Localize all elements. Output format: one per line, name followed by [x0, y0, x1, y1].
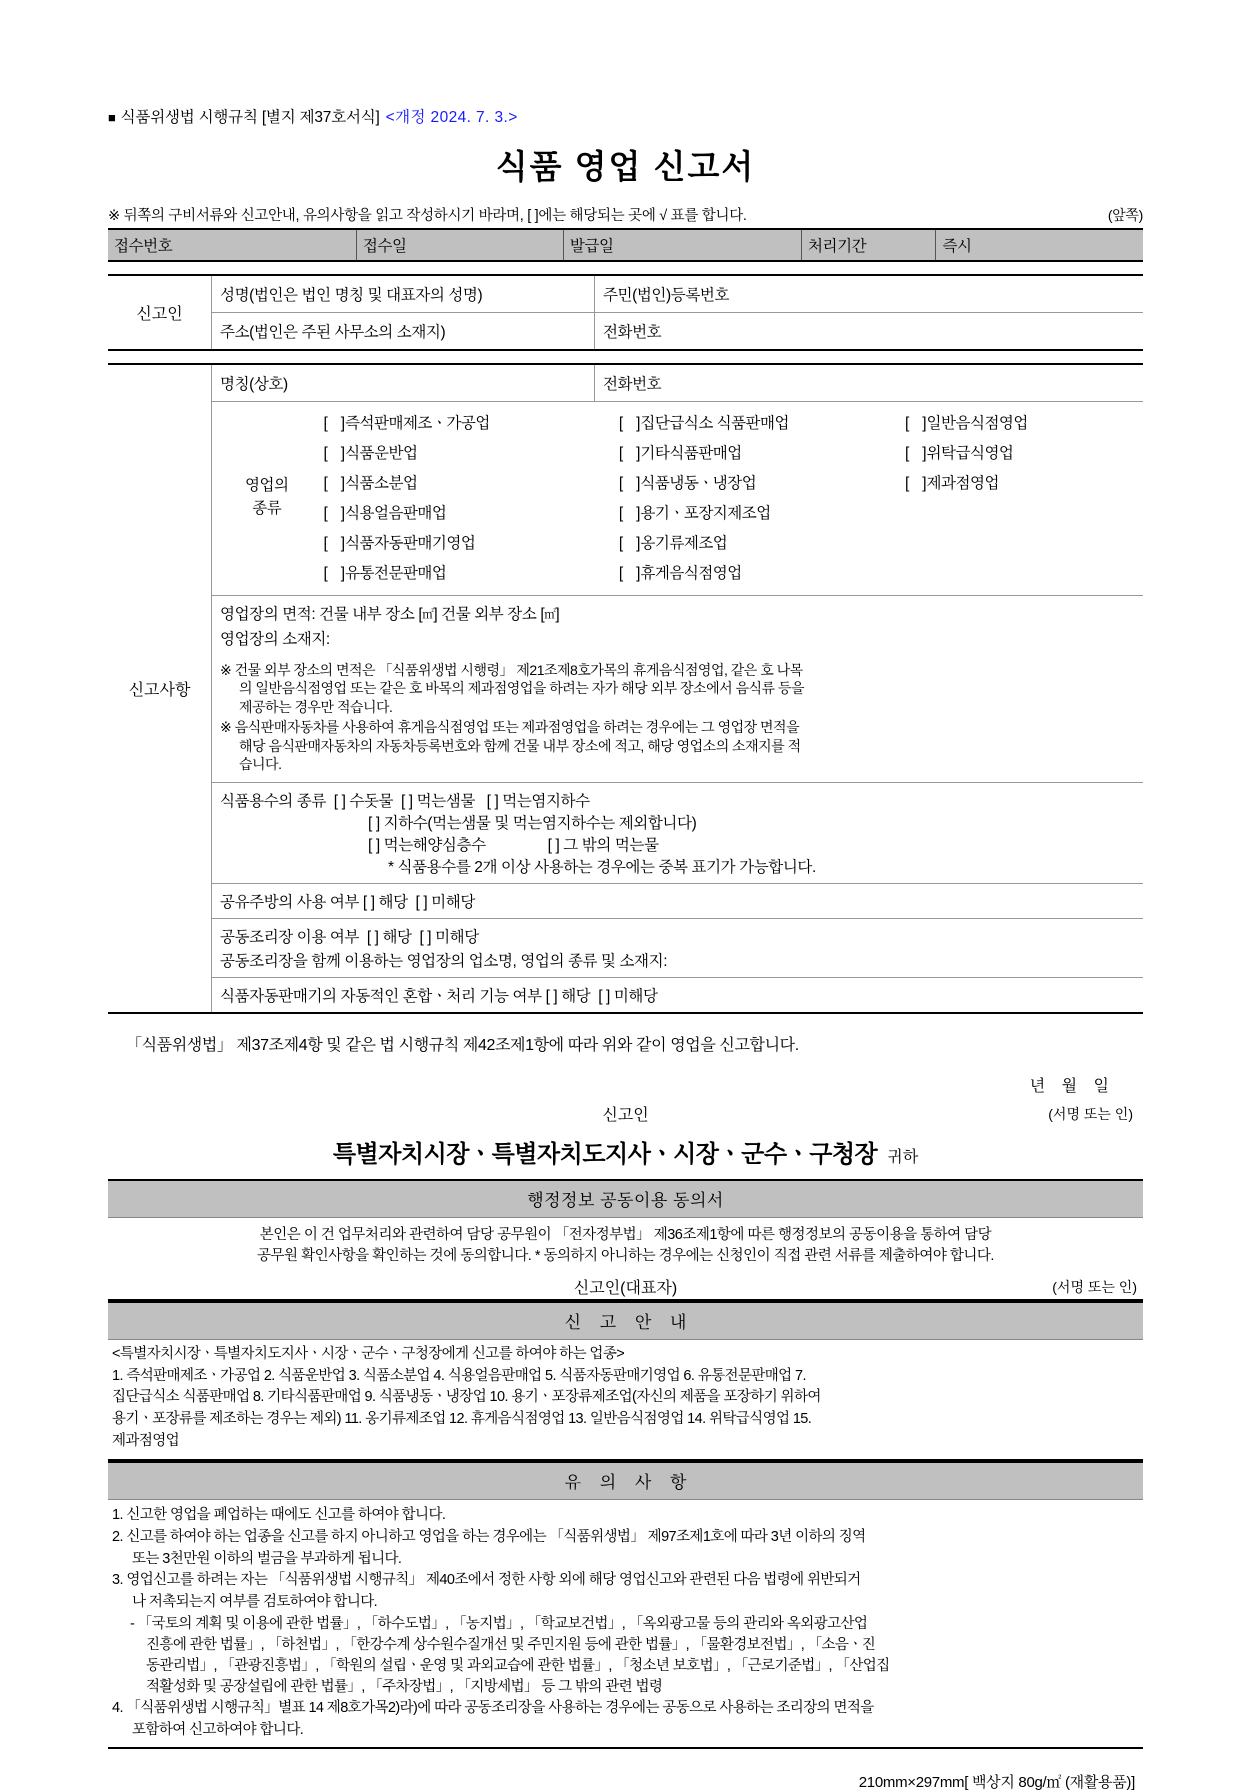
consent-body-line-2: 공무원 확인사항을 확인하는 것에 동의합니다. * 동의하지 아니하는 경우에는 신청인이 직접 관련 서류를 제출하여야 합니다.: [257, 1247, 994, 1264]
vending-cell: [212, 977, 1144, 1013]
shared-kitchen-checkbox-yes[interactable]: [ ] 해당: [362, 893, 408, 911]
note-line: 제공하는 경우만 적습니다.: [239, 698, 393, 715]
table-row: [216, 527, 1139, 557]
biz-type-checkbox[interactable]: [ ]식품운반업: [323, 445, 418, 462]
form-page: [108, 105, 1143, 1792]
water-row-2: [220, 811, 1135, 833]
guide-line: 1. 즉석판매제조ㆍ가공업 2. 식품운반업 3. 식품소분업 4. 식용얼음판매업 5. 식품자동판매기영업 6. 유통전문판매업 7.: [112, 1367, 806, 1384]
option-label: 해당: [382, 928, 412, 946]
biz-type-empty: [899, 497, 1139, 527]
table-row: [108, 918, 1143, 977]
water-checkbox[interactable]: [ ] 수돗물: [329, 792, 394, 810]
option-label: 해당: [378, 893, 408, 911]
biz-type-empty: [899, 557, 1139, 587]
note-line: ※ 음식판매자동차를 사용하여 휴게음식점영업 또는 제과점영업을 하려는 경우에는 그 영업장 면적을: [220, 719, 800, 736]
biz-type-empty: [899, 527, 1139, 557]
consent-sign-row: [108, 1275, 1143, 1299]
biz-type-label: 기타식품판매업: [640, 445, 742, 462]
notice-item: 4. 「식품위생법 시행규칙」별표 14 제8호가목2)라)에 따라 공동조리장을 사용하는 경우에는 공동으로 사용하는 조리장의 면적을: [112, 1699, 874, 1716]
notice-subitem-continuation: 적활성화 및 공장설립에 관한 법률」, 「주차장법」, 「지방세법」 등 그 밖의 관련 법령: [146, 1678, 663, 1695]
option-label: 미해당: [435, 928, 479, 946]
biz-type-checkbox[interactable]: [ ]식품냉동ㆍ냉장업: [618, 475, 757, 492]
declarant-section-label: 신고인: [108, 275, 212, 350]
table-row: [216, 407, 1139, 437]
notice-banner: 유 의 사 항: [108, 1461, 1143, 1500]
table-row: [108, 883, 1143, 918]
biz-type-label: 제과점영업: [926, 475, 999, 492]
business-type-grid: [216, 407, 1139, 587]
area-label-c: ]: [555, 606, 560, 623]
guide-line: 제과점영업: [112, 1432, 180, 1449]
consent-body: [108, 1218, 1143, 1273]
water-note: * 식품용수를 2개 이상 사용하는 경우에는 중복 표기가 가능합니다.: [388, 858, 816, 876]
area-notes-cell: [212, 651, 1144, 782]
water-label: 식품용수의 종류: [220, 792, 326, 810]
option-label: 미해당: [613, 987, 658, 1005]
biz-type-checkbox[interactable]: [ ]기타식품판매업: [618, 445, 742, 462]
declaration-statement: 「식품위생법」 제37조제4항 및 같은 법 시행규칙 제42조제1항에 따라 위와 같이 영업을 신고합니다.: [126, 1036, 799, 1054]
table-row: [108, 275, 1143, 313]
authority-line: [108, 1134, 1143, 1169]
biz-type-checkbox[interactable]: [ ]옹기류제조업: [618, 535, 728, 552]
process-period-value-cell: 즉시: [942, 238, 972, 255]
shared-kitchen-checkbox-no[interactable]: [ ] 미해당: [411, 893, 475, 911]
note-line: 의 일반음식점영업 또는 같은 호 바목의 제과점영업을 하려는 자가 해당 외부 장소에서 음식류 등을: [239, 680, 805, 697]
consent-section: [108, 1218, 1143, 1301]
water-checkbox[interactable]: [ ] 그 밖의 먹는물: [547, 836, 659, 854]
biz-type-checkbox[interactable]: [ ]휴게음식점영업: [618, 565, 742, 582]
notice-body: [108, 1500, 1143, 1747]
biz-type-checkbox[interactable]: [ ]식품소분업: [323, 475, 418, 492]
business-name-label: 명칭(상호): [212, 364, 595, 402]
notice-item: 3. 영업신고를 하려는 자는 「식품위생법 시행규칙」 제40조에서 정한 사항 외에 해당 영업신고와 관련된 다음 법령에 위반되거: [112, 1571, 861, 1588]
biz-type-label: 식품냉동ㆍ냉장업: [640, 475, 757, 492]
area-line[interactable]: [220, 602, 1135, 624]
notice-subitem: - 「국토의 계획 및 이용에 관한 법률」, 「하수도법」, 「농지법」, 「학교보건법」, 「옥외광고물 등의 관리와 옥외광고산업: [130, 1615, 868, 1632]
notice-item: 1. 신고한 영업을 폐업하는 때에도 신고를 하여야 합니다.: [112, 1506, 446, 1523]
report-details-table: [108, 363, 1143, 1014]
biz-type-checkbox[interactable]: [ ]유통전문판매업: [323, 565, 447, 582]
water-option-label: 그 밖의 먹는물: [563, 836, 659, 854]
report-section-label: 신고사항: [108, 364, 212, 1013]
guide-line: 집단급식소 식품판매업 8. 기타식품판매업 9. 식품냉동ㆍ냉장업 10. 용기ㆍ포장류제조업(자신의 제품을 포장하기 위하여: [112, 1389, 821, 1406]
water-option-label: 먹는샘물: [416, 792, 475, 810]
biz-type-label: 식품운반업: [345, 445, 418, 462]
water-row-3: [220, 833, 1135, 855]
shared-kitchen-cell: [212, 883, 1144, 918]
paper-spec-footer: 210mm×297mm[ 백상지 80g/㎡ (재활용품)]: [858, 1773, 1135, 1791]
biz-type-checkbox[interactable]: [ ]위탁급식영업: [905, 445, 1014, 462]
business-type-label-line1: 영업의: [245, 476, 289, 494]
water-source-cell: [212, 782, 1144, 883]
authority-suffix: 귀하: [887, 1148, 919, 1166]
water-option-label: 수돗물: [349, 792, 394, 810]
guide-section: [108, 1340, 1143, 1461]
area-unit-outside: ㎡: [544, 608, 556, 621]
declarant-address-label: 주소(법인은 주된 사무소의 소재지): [212, 313, 595, 351]
biz-type-checkbox[interactable]: [ ]즉석판매제조ㆍ가공업: [323, 415, 490, 432]
joint-kitchen-cell: [212, 918, 1144, 977]
declarant-regno-label: 주민(법인)등록번호: [594, 275, 1143, 313]
vending-checkbox-yes[interactable]: [ ] 해당: [545, 987, 591, 1005]
business-phone-label: 전화번호: [594, 364, 1143, 402]
biz-type-label: 옹기류제조업: [640, 535, 728, 552]
water-option-label: 먹는염지하수: [502, 792, 590, 810]
instruction-text: ※ 뒤쪽의 구비서류와 신고안내, 유의사항을 읽고 작성하시기 바라며, [ ]에는 해당되는 곳에 √ 표를 합니다.: [108, 208, 747, 224]
consent-signature-hint: (서명 또는 인): [1052, 1278, 1137, 1295]
table-row: [108, 782, 1143, 883]
vending-checkbox-no[interactable]: [ ] 미해당: [594, 987, 658, 1005]
joint-kitchen-row: [220, 925, 1135, 947]
guide-body: [108, 1340, 1143, 1459]
biz-type-label: 휴게음식점영업: [640, 565, 742, 582]
table-row: [216, 557, 1139, 587]
bullet-square-icon: ■: [108, 110, 116, 125]
option-label: 해당: [561, 987, 591, 1005]
water-option-label: 지하수(먹는샘물 및 먹는염지하수는 제외합니다): [383, 814, 697, 832]
shared-kitchen-label: 공유주방의 사용 여부: [220, 893, 359, 911]
biz-type-checkbox[interactable]: [ ]집단급식소 식품판매업: [618, 415, 789, 432]
declaration-date-line[interactable]: 년 월 일: [1029, 1077, 1115, 1095]
biz-type-label: 용기ㆍ포장지제조업: [640, 505, 771, 522]
note-line: ※ 건물 외부 장소의 면적은 「식품위생법 시행령」 제21조제8호가목의 휴게음식점영업, 같은 호 나목: [220, 662, 803, 678]
water-row-1: [220, 789, 1135, 811]
guide-line: 용기ㆍ포장류를 제조하는 경우는 제외) 11. 옹기류제조업 12. 휴게음식점영업 13. 일반음식점영업 14. 위탁급식영업 15.: [112, 1411, 812, 1428]
notice-section: [108, 1500, 1143, 1749]
authority-name: 특별자치시장ㆍ특별자치도지사ㆍ시장ㆍ군수ㆍ구청장: [332, 1140, 878, 1168]
biz-type-label: 식품소분업: [345, 475, 418, 492]
declarant-name-label: 성명(법인은 법인 명칭 및 대표자의 성명): [212, 275, 595, 313]
biz-type-checkbox[interactable]: [ ]제과점영업: [905, 475, 999, 492]
receipt-band-table: [108, 228, 1143, 262]
revision-date: <개정 2024. 7. 3.>: [385, 109, 518, 126]
table-row: [108, 402, 1143, 596]
guide-banner: 신 고 안 내: [108, 1301, 1143, 1340]
table-row: [108, 313, 1143, 351]
water-note-row: [220, 855, 1135, 877]
table-row: [216, 497, 1139, 527]
instruction-row: [108, 204, 1143, 225]
page-side-label: (앞쪽): [1107, 207, 1143, 223]
biz-type-label: 식품자동판매기영업: [345, 535, 476, 552]
consent-banner: 행정정보 공동이용 동의서: [108, 1179, 1143, 1218]
issue-date-cell: 발급일: [563, 229, 801, 261]
signature-hint: (서명 또는 인): [1048, 1105, 1133, 1122]
table-row: [108, 229, 1143, 261]
area-label-b: ] 건물 외부 장소 [: [433, 606, 545, 623]
joint-kitchen-label: 공동조리장 이용 여부: [220, 928, 359, 946]
table-row: [216, 437, 1139, 467]
area-label-a: 영업장의 면적: 건물 내부 장소 [: [220, 606, 423, 623]
biz-type-checkbox[interactable]: [ ]용기ㆍ포장지제조업: [618, 505, 771, 522]
joint-kitchen-detail-label: 공동조리장을 함께 이용하는 영업장의 업소명, 영업의 종류 및 소재지:: [220, 952, 668, 970]
receipt-date-cell: 접수일: [356, 229, 563, 261]
process-period-label-cell: 처리기간: [801, 229, 936, 261]
declaration-sign-row: [108, 1102, 1143, 1128]
notice-subitem-continuation: 동관리법」, 「관광진흥법」, 「학원의 설립ㆍ운영 및 과외교습에 관한 법률」, 「청소년 보호법」, 「근로기준법」, 「산업집: [146, 1657, 890, 1674]
business-type-cell: [212, 402, 1144, 596]
biz-type-label: 식용얼음판매업: [345, 505, 447, 522]
area-unit-inside: ㎡: [422, 608, 434, 621]
note-line: 습니다.: [239, 756, 282, 773]
form-reference-text: 식품위생법 시행규칙 [별지 제37호서식]: [120, 109, 380, 126]
water-checkbox[interactable]: [ ] 먹는해양심층수: [368, 836, 486, 854]
vending-label: 식품자동판매기의 자동적인 혼합ㆍ처리 기능 여부: [220, 987, 542, 1005]
biz-type-checkbox[interactable]: [ ]식용얼음판매업: [323, 505, 447, 522]
receipt-no-cell: 접수번호: [108, 229, 356, 261]
water-option-label: 먹는해양심층수: [383, 836, 486, 854]
declarant-phone-label: 전화번호: [602, 324, 662, 341]
notice-item-continuation: 포함하여 신고하여야 합니다.: [132, 1721, 304, 1738]
consent-body-line-1: 본인은 이 건 업무처리와 관련하여 담당 공무원이 「전자정부법」 제36조제1항에 따른 행정정보의 공동이용을 통하여 담당: [259, 1226, 992, 1243]
page-title: 식품 영업 신고서: [495, 148, 756, 185]
biz-type-checkbox[interactable]: [ ]식품자동판매기영업: [323, 535, 476, 552]
water-checkbox[interactable]: [ ] 지하수(먹는샘물 및 먹는염지하수는 제외합니다): [368, 814, 697, 832]
area-cell: [212, 596, 1144, 652]
notice-item-continuation: 또는 3천만원 이하의 벌금을 부과하게 됩니다.: [132, 1550, 402, 1567]
guide-heading: <특별자치시장ㆍ특별자치도지사ㆍ시장ㆍ군수ㆍ구청장에게 신고를 하여야 하는 업종>: [112, 1345, 625, 1362]
note-line: 해당 음식판매자동차의 자동차등록번호와 함께 건물 내부 장소에 적고, 해당 영업소의 소재지를 적: [239, 737, 801, 754]
table-row: [108, 364, 1143, 402]
joint-kitchen-checkbox-yes[interactable]: [ ] 해당: [362, 928, 412, 946]
joint-kitchen-checkbox-no[interactable]: [ ] 미해당: [415, 928, 479, 946]
consent-signer-label: 신고인(대표자): [573, 1279, 678, 1297]
biz-type-checkbox[interactable]: [ ]일반음식점영업: [905, 415, 1028, 432]
notice-subitem-continuation: 진흥에 관한 법률」, 「하천법」, 「한강수계 상수원수질개선 및 주민지원 등에 관한 법률」, 「물환경보전법」, 「소음ㆍ진: [146, 1636, 876, 1653]
biz-type-label: 일반음식점영업: [926, 415, 1028, 432]
declarant-sign-label: 신고인: [602, 1106, 649, 1124]
water-checkbox[interactable]: [ ] 먹는염지하수: [478, 792, 590, 810]
business-location-label: 영업장의 소재지:: [220, 631, 330, 648]
biz-type-label: 집단급식소 식품판매업: [640, 415, 789, 432]
option-label: 미해당: [431, 893, 475, 911]
biz-type-label: 유통전문판매업: [345, 565, 447, 582]
water-checkbox[interactable]: [ ] 먹는샘물: [397, 792, 475, 810]
notice-item-continuation: 나 저촉되는지 여부를 검토하여야 합니다.: [132, 1593, 378, 1610]
notice-item: 2. 신고를 하여야 하는 업종을 신고를 하지 아니하고 영업을 하는 경우에는 「식품위생법」 제97조제1호에 따라 3년 이하의 징역: [112, 1528, 866, 1545]
table-row: [108, 977, 1143, 1013]
table-row: [216, 467, 1139, 497]
area-note-2: [220, 718, 1133, 773]
biz-type-label: 위탁급식영업: [926, 445, 1014, 462]
area-note-1: [220, 661, 1133, 716]
biz-type-label: 즉석판매제조ㆍ가공업: [345, 415, 490, 432]
table-row: [108, 651, 1143, 782]
table-row: [108, 596, 1143, 652]
business-type-label-line2: 종류: [252, 500, 282, 517]
declarant-table: [108, 274, 1143, 351]
form-reference-line: [108, 105, 1143, 127]
